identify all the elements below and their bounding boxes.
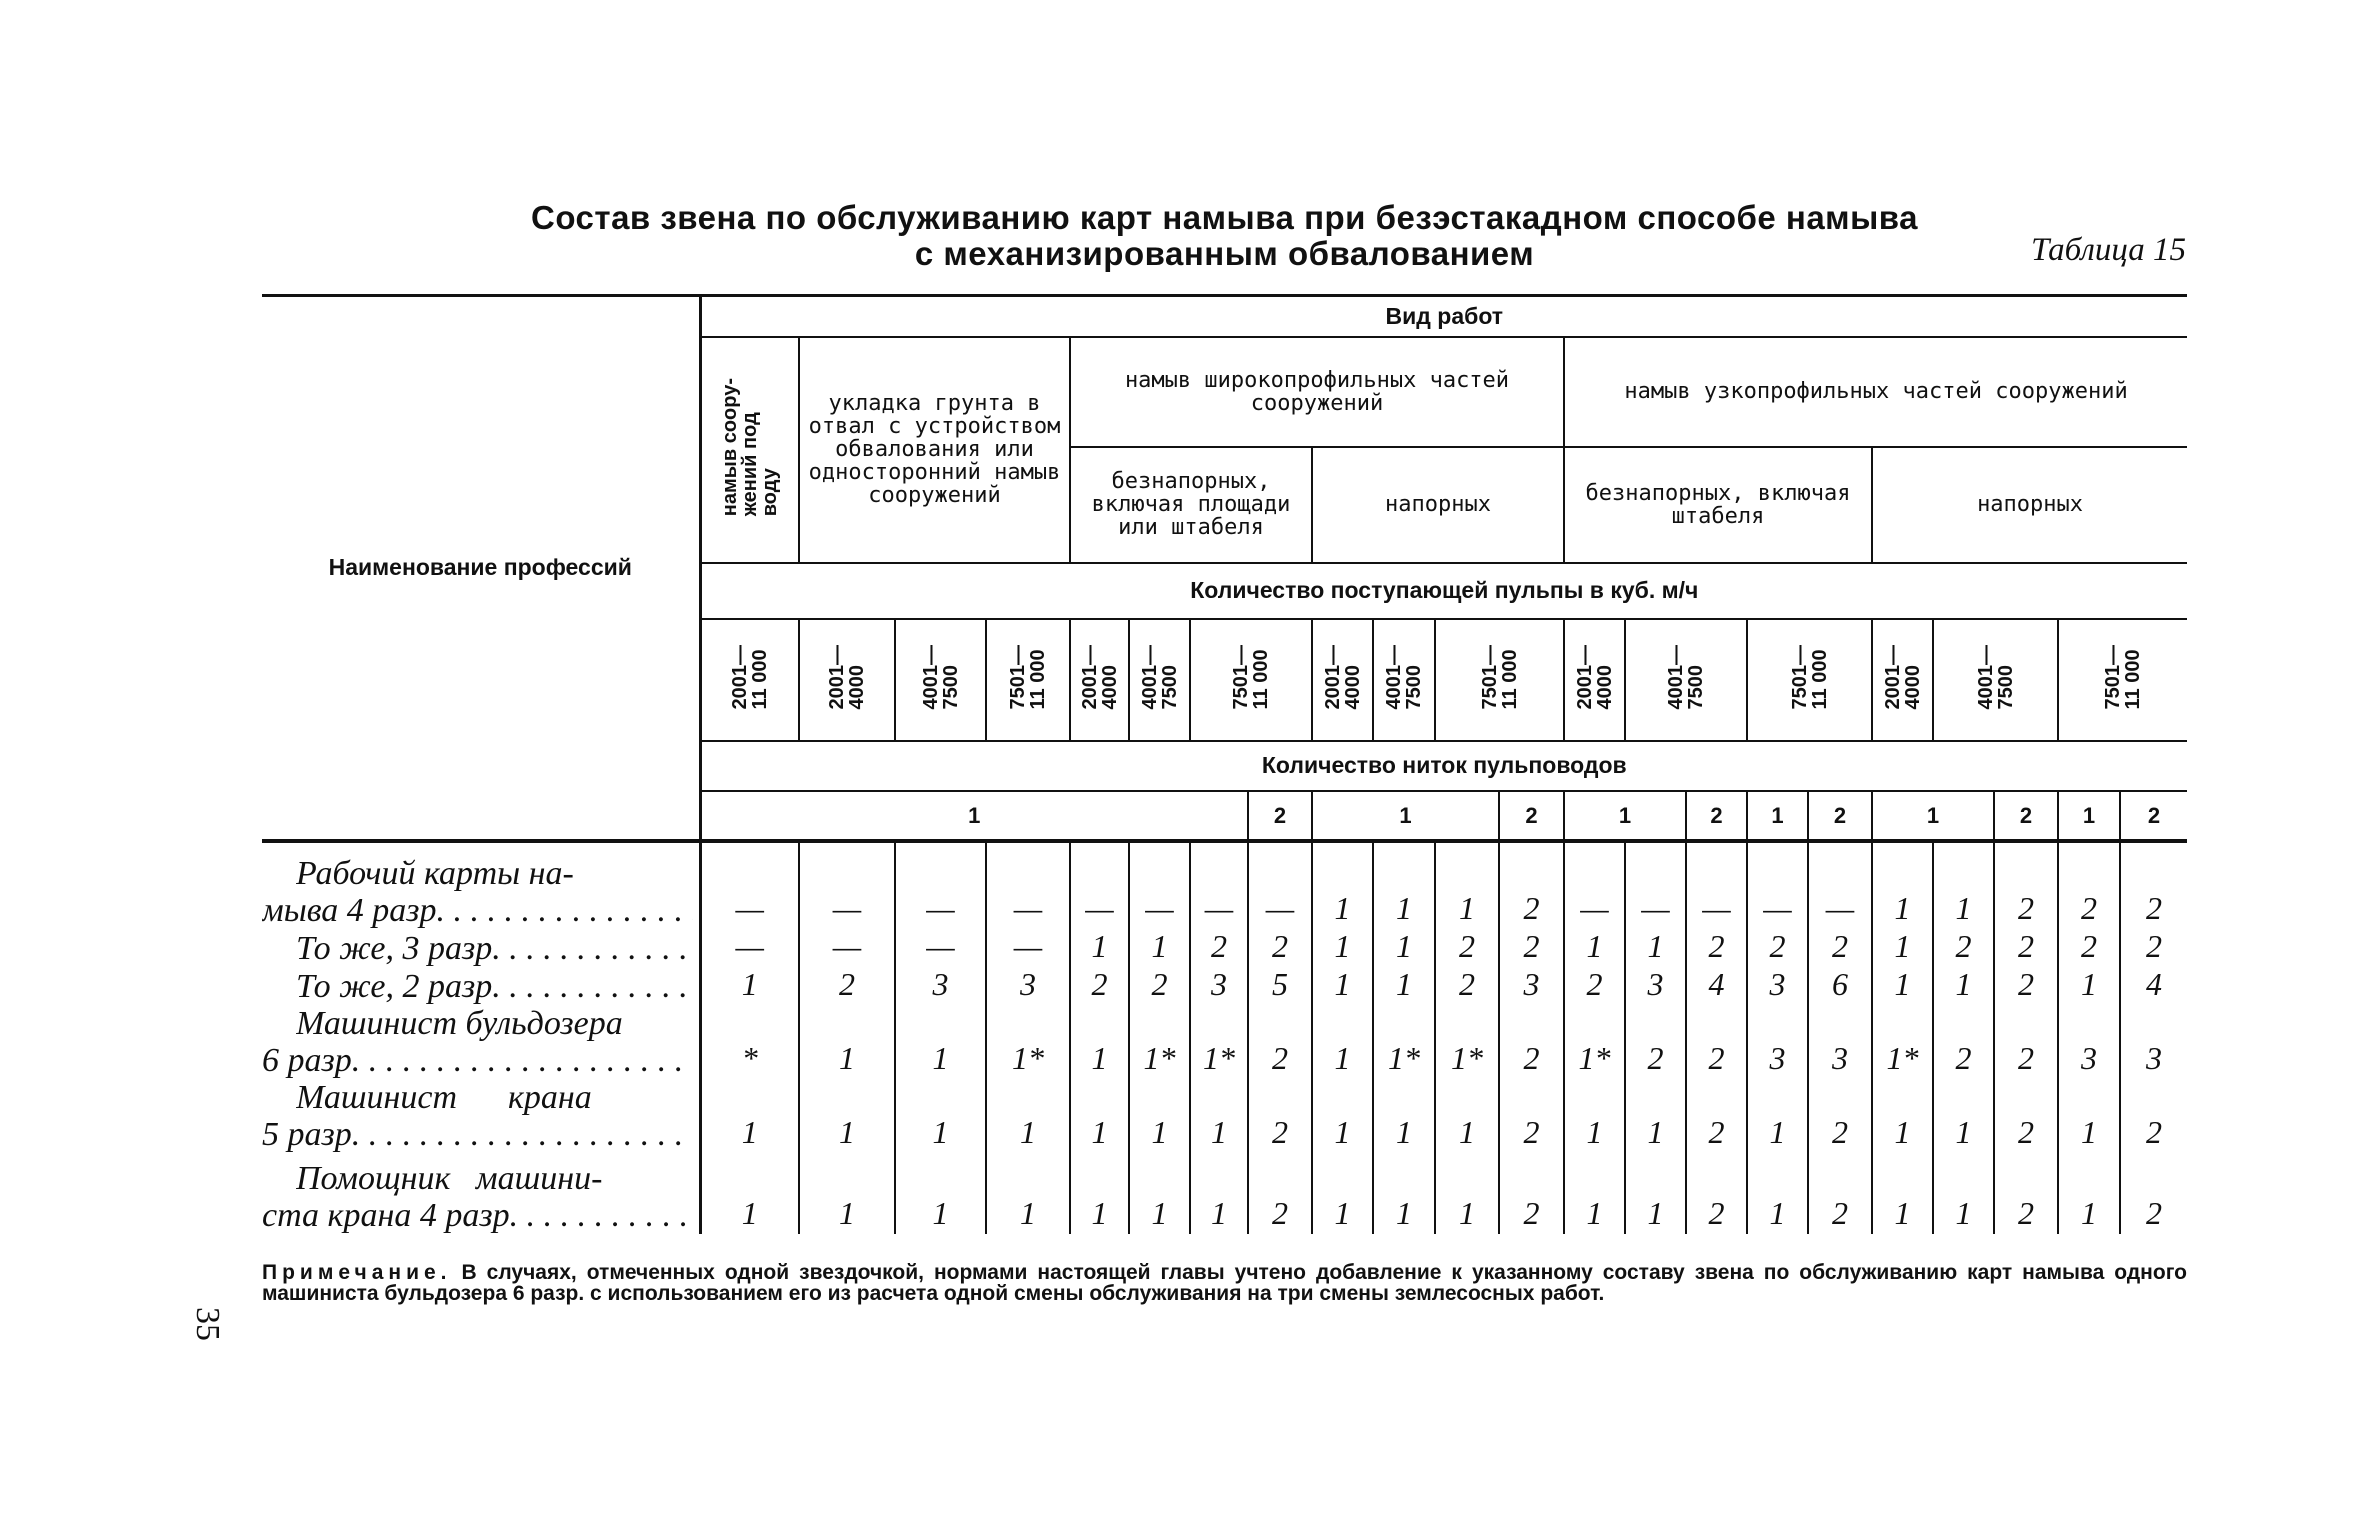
crew-count-cell: —: [986, 841, 1070, 929]
crew-count-cell: 3: [895, 967, 986, 1005]
crew-composition-table: [262, 294, 2187, 1234]
pulp-range-cell: [1872, 619, 1933, 741]
pulp-range-cell: [1129, 619, 1190, 741]
profession-name: [262, 841, 700, 929]
crew-count-cell: 2: [2120, 1153, 2187, 1234]
pulp-range-label: 7501— 11 000: [1230, 644, 1272, 710]
crew-count-cell: 2: [1808, 1153, 1872, 1234]
crew-count-cell: 1: [1625, 1153, 1686, 1234]
crew-count-cell: 1: [1312, 929, 1373, 967]
crew-count-cell: 1: [1435, 1153, 1499, 1234]
profession-name-line: То же, 3 разр. . . .: [296, 930, 693, 967]
threads-header: Количество ниток пульповодов: [700, 741, 2187, 791]
crew-count-cell: 1: [1312, 967, 1373, 1005]
wide-pressure-header: напорных: [1312, 447, 1564, 563]
crew-count-cell: 1: [1373, 967, 1435, 1005]
crew-count-cell: 1: [1190, 1153, 1248, 1234]
crew-count-cell: —: [700, 841, 799, 929]
pulp-range-cell: [1435, 619, 1564, 741]
crew-count-cell: 2: [1499, 1079, 1564, 1153]
dumping-header: укладка грунта в отвал с устройством обвалования или односторонний намыв сооружений: [799, 337, 1070, 563]
crew-count-cell: 1*: [1373, 1005, 1435, 1079]
crew-count-cell: 2: [1994, 1079, 2058, 1153]
table-row: [262, 1005, 2187, 1079]
pulp-range-cell: [799, 619, 895, 741]
profession-name-line: То же, 2 разр. . . .: [296, 968, 693, 1005]
profession-name-line: Машинист крана: [296, 1078, 592, 1116]
crew-count-cell: 3: [1499, 967, 1564, 1005]
thread-count-cell: 1: [2058, 791, 2120, 841]
table-title: [262, 200, 2187, 272]
crew-count-cell: 1: [1564, 929, 1625, 967]
crew-count-cell: 1: [1129, 1079, 1190, 1153]
pulp-range-cell: [1070, 619, 1129, 741]
profession-name-line: 5 разр. . . .: [262, 1116, 693, 1153]
profession-name: [262, 1005, 700, 1079]
title-line-2: с механизированным обвалованием: [914, 235, 1535, 272]
crew-count-cell: 2: [1499, 1005, 1564, 1079]
profession-header: Наименование профессий: [262, 296, 700, 841]
crew-count-cell: 1: [1872, 841, 1933, 929]
title-line-1: Состав звена по обслуживанию карт намыва при безэстакадном способе намыва: [531, 199, 1918, 236]
crew-count-cell: 1: [1373, 929, 1435, 967]
crew-count-cell: 4: [1686, 967, 1747, 1005]
crew-count-cell: 1: [799, 1079, 895, 1153]
crew-count-cell: *: [700, 1005, 799, 1079]
crew-count-cell: 2: [1686, 1153, 1747, 1234]
crew-count-cell: 2: [1994, 1005, 2058, 1079]
crew-count-cell: 1: [1933, 967, 1994, 1005]
crew-count-cell: —: [895, 841, 986, 929]
crew-count-cell: 4: [2120, 967, 2187, 1005]
crew-count-cell: 2: [2120, 841, 2187, 929]
crew-count-cell: —: [1747, 841, 1808, 929]
crew-count-cell: 2: [2120, 929, 2187, 967]
pulp-range-label: 2001— 4000: [1078, 644, 1121, 710]
thread-count-cell: 2: [1248, 791, 1312, 841]
crew-count-cell: —: [1129, 841, 1190, 929]
footnote-label: Примечание.: [262, 1261, 452, 1284]
crew-count-cell: 1: [1747, 1079, 1808, 1153]
pulp-range-cell: [700, 619, 799, 741]
crew-count-cell: —: [1686, 841, 1747, 929]
crew-count-cell: 1: [700, 967, 799, 1005]
crew-count-cell: 1: [1190, 1079, 1248, 1153]
crew-count-cell: 1: [1872, 929, 1933, 967]
pulp-range-cell: [986, 619, 1070, 741]
pulp-header: Количество поступающей пульпы в куб. м/ч: [700, 563, 2187, 619]
table-row: [262, 967, 2187, 1005]
crew-count-cell: 1: [1312, 1153, 1373, 1234]
profession-name-line: мыва 4 разр. . . .: [262, 892, 693, 929]
crew-count-cell: 2: [1248, 1005, 1312, 1079]
thread-count-cell: 2: [1808, 791, 1872, 841]
crew-count-cell: 1: [2058, 967, 2120, 1005]
table-row: [262, 1153, 2187, 1234]
crew-count-cell: 1: [1872, 1153, 1933, 1234]
crew-count-cell: 2: [1499, 841, 1564, 929]
crew-count-cell: 1: [895, 1005, 986, 1079]
crew-count-cell: 1: [1435, 841, 1499, 929]
crew-count-cell: 1: [895, 1079, 986, 1153]
profession-name-line: Рабочий карты на-: [296, 854, 574, 892]
crew-count-cell: 2: [1435, 929, 1499, 967]
profession-name: [262, 929, 700, 967]
pulp-range-cell: [895, 619, 986, 741]
crew-count-cell: 1: [986, 1079, 1070, 1153]
crew-count-cell: —: [700, 929, 799, 967]
profession-name-line: Помощник машини-: [296, 1159, 603, 1197]
crew-count-cell: 1: [1933, 1079, 1994, 1153]
profession-name: [262, 967, 700, 1005]
narrow-profile-header: намыв узкопрофильных частей сооружений: [1564, 337, 2187, 447]
table-row: [262, 929, 2187, 967]
crew-count-cell: 2: [1190, 929, 1248, 967]
pulp-range-label: 4001— 7500: [1138, 644, 1181, 710]
crew-count-cell: 3: [1808, 1005, 1872, 1079]
crew-count-cell: 1: [1312, 841, 1373, 929]
thread-count-cell: 2: [2120, 791, 2187, 841]
profession-name-line: ста крана 4 разр. . . .: [262, 1197, 693, 1234]
crew-count-cell: 1*: [986, 1005, 1070, 1079]
pulp-range-cell: [1564, 619, 1625, 741]
crew-count-cell: 1: [1373, 1153, 1435, 1234]
crew-count-cell: 2: [1808, 1079, 1872, 1153]
crew-count-cell: 1: [1312, 1079, 1373, 1153]
crew-count-cell: 1*: [1872, 1005, 1933, 1079]
crew-count-cell: —: [1564, 841, 1625, 929]
footnote: [262, 1262, 2187, 1304]
table-number: Таблица 15: [2031, 232, 2186, 268]
profession-name-line: Машинист бульдозера: [296, 1004, 623, 1042]
crew-count-cell: 1*: [1190, 1005, 1248, 1079]
thread-count-cell: 1: [700, 791, 1248, 841]
crew-count-cell: —: [799, 929, 895, 967]
crew-count-cell: —: [1190, 841, 1248, 929]
crew-count-cell: 1: [1872, 1079, 1933, 1153]
crew-count-cell: 1: [1564, 1153, 1625, 1234]
crew-count-cell: 1: [1435, 1079, 1499, 1153]
crew-count-cell: 2: [1248, 1079, 1312, 1153]
crew-count-cell: 2: [1686, 1005, 1747, 1079]
crew-count-cell: 2: [1248, 1153, 1312, 1234]
crew-count-cell: 1: [895, 1153, 986, 1234]
profession-name: [262, 1079, 700, 1153]
crew-count-cell: 2: [1564, 967, 1625, 1005]
crew-count-cell: 3: [1190, 967, 1248, 1005]
table-row: [262, 841, 2187, 929]
pulp-range-cell: [1373, 619, 1435, 741]
pulp-range-label: 7501— 11 000: [2102, 644, 2145, 710]
crew-count-cell: —: [1808, 841, 1872, 929]
crew-count-cell: 1: [1872, 967, 1933, 1005]
crew-count-cell: 2: [1747, 929, 1808, 967]
crew-count-cell: 1: [1564, 1079, 1625, 1153]
crew-count-cell: 1: [700, 1079, 799, 1153]
crew-count-cell: 2: [1625, 1005, 1686, 1079]
crew-count-cell: 1: [1070, 929, 1129, 967]
crew-count-cell: —: [986, 929, 1070, 967]
crew-count-cell: 3: [2058, 1005, 2120, 1079]
narrow-free-flow-header: безнапорных, включая штабеля: [1564, 447, 1872, 563]
crew-count-cell: 3: [986, 967, 1070, 1005]
page-number: 35: [189, 1307, 226, 1341]
pulp-range-label: 7501— 11 000: [1478, 644, 1521, 710]
crew-count-cell: 1*: [1564, 1005, 1625, 1079]
pulp-range-cell: [1190, 619, 1312, 741]
thread-count-cell: 2: [1499, 791, 1564, 841]
narrow-pressure-header: напорных: [1872, 447, 2187, 563]
crew-count-cell: 2: [2058, 841, 2120, 929]
pulp-range-label: 4001— 7500: [1974, 644, 2017, 710]
crew-count-cell: 3: [1747, 1005, 1808, 1079]
crew-count-cell: 1: [2058, 1153, 2120, 1234]
crew-count-cell: 1: [700, 1153, 799, 1234]
crew-count-cell: 2: [1933, 929, 1994, 967]
crew-count-cell: 1: [1129, 929, 1190, 967]
work-type-header: Вид работ: [700, 296, 2187, 337]
crew-count-cell: —: [895, 929, 986, 967]
pulp-range-cell: [1312, 619, 1373, 741]
footnote-text: В случаях, отмеченных одной звездочкой, нормами настоящей главы учтено добавление к указанному составу звена по обслуживанию карт намыва одного машиниста бульдозера 6 разр. с использованием его из расчета одной смены обслуживания на три смены землесосных работ.: [262, 1261, 2187, 1305]
crew-count-cell: 1: [2058, 1079, 2120, 1153]
crew-count-cell: 2: [1808, 929, 1872, 967]
pulp-range-label: 4001— 7500: [1665, 644, 1707, 710]
crew-count-cell: 1: [986, 1153, 1070, 1234]
thread-count-cell: 1: [1872, 791, 1994, 841]
crew-count-cell: 2: [1499, 929, 1564, 967]
pulp-range-label: 2001— 11 000: [728, 644, 771, 710]
crew-count-cell: 6: [1808, 967, 1872, 1005]
pulp-range-label: 7501— 11 000: [1007, 644, 1049, 710]
pulp-range-label: 7501— 11 000: [1788, 644, 1831, 710]
crew-count-cell: 1: [1625, 929, 1686, 967]
crew-count-cell: 1: [1070, 1079, 1129, 1153]
crew-count-cell: 2: [1686, 929, 1747, 967]
crew-count-cell: 1: [1312, 1005, 1373, 1079]
crew-count-cell: —: [1625, 841, 1686, 929]
crew-count-cell: —: [1070, 841, 1129, 929]
crew-count-cell: 2: [1994, 967, 2058, 1005]
crew-count-cell: 5: [1248, 967, 1312, 1005]
crew-count-cell: 2: [1994, 841, 2058, 929]
pulp-range-cell: [2058, 619, 2187, 741]
crew-count-cell: 1: [1070, 1005, 1129, 1079]
crew-count-cell: 2: [1686, 1079, 1747, 1153]
crew-count-cell: 2: [1994, 929, 2058, 967]
crew-count-cell: 1: [1933, 1153, 1994, 1234]
crew-count-cell: 1*: [1435, 1005, 1499, 1079]
thread-count-cell: 1: [1564, 791, 1686, 841]
crew-count-cell: —: [799, 841, 895, 929]
underwater-header: намыв соору- жений под воду: [700, 337, 799, 563]
crew-count-cell: 2: [2120, 1079, 2187, 1153]
crew-count-cell: —: [1248, 841, 1312, 929]
pulp-range-label: 2001— 4000: [1573, 644, 1616, 710]
crew-count-cell: 1: [799, 1005, 895, 1079]
wide-free-flow-header: безнапорных, включая площади или штабеля: [1070, 447, 1312, 563]
pulp-range-cell: [1747, 619, 1872, 741]
wide-profile-header: намыв широкопрофильных частей сооружений: [1070, 337, 1564, 447]
crew-count-cell: 1: [1747, 1153, 1808, 1234]
crew-count-cell: 2: [1994, 1153, 2058, 1234]
pulp-range-label: 4001— 7500: [919, 644, 962, 710]
pulp-range-label: 2001— 4000: [1321, 644, 1364, 710]
table-row: [262, 1079, 2187, 1153]
thread-count-cell: 1: [1747, 791, 1808, 841]
crew-count-cell: 1*: [1129, 1005, 1190, 1079]
profession-name: [262, 1153, 700, 1234]
crew-count-cell: 1: [799, 1153, 895, 1234]
crew-count-cell: 3: [1625, 967, 1686, 1005]
crew-count-cell: 2: [1435, 967, 1499, 1005]
pulp-range-cell: [1625, 619, 1747, 741]
crew-count-cell: 2: [1129, 967, 1190, 1005]
crew-count-cell: 2: [1933, 1005, 1994, 1079]
crew-count-cell: 1: [1373, 841, 1435, 929]
crew-count-cell: 2: [1070, 967, 1129, 1005]
crew-count-cell: 3: [2120, 1005, 2187, 1079]
crew-count-cell: 1: [1070, 1153, 1129, 1234]
crew-count-cell: 2: [2058, 929, 2120, 967]
pulp-range-label: 4001— 7500: [1383, 644, 1425, 710]
thread-count-cell: 1: [1312, 791, 1499, 841]
crew-count-cell: 2: [1248, 929, 1312, 967]
crew-count-cell: 2: [799, 967, 895, 1005]
pulp-range-label: 2001— 4000: [1881, 644, 1924, 710]
crew-count-cell: 1: [1373, 1079, 1435, 1153]
thread-count-cell: 2: [1686, 791, 1747, 841]
crew-count-cell: 1: [1625, 1079, 1686, 1153]
pulp-range-label: 2001— 4000: [826, 644, 868, 710]
pulp-range-cell: [1933, 619, 2058, 741]
crew-count-cell: 2: [1499, 1153, 1564, 1234]
crew-count-cell: 1: [1129, 1153, 1190, 1234]
crew-count-cell: 1: [1933, 841, 1994, 929]
crew-count-cell: 3: [1747, 967, 1808, 1005]
thread-count-cell: 2: [1994, 791, 2058, 841]
profession-name-line: 6 разр. . . .: [262, 1042, 693, 1079]
